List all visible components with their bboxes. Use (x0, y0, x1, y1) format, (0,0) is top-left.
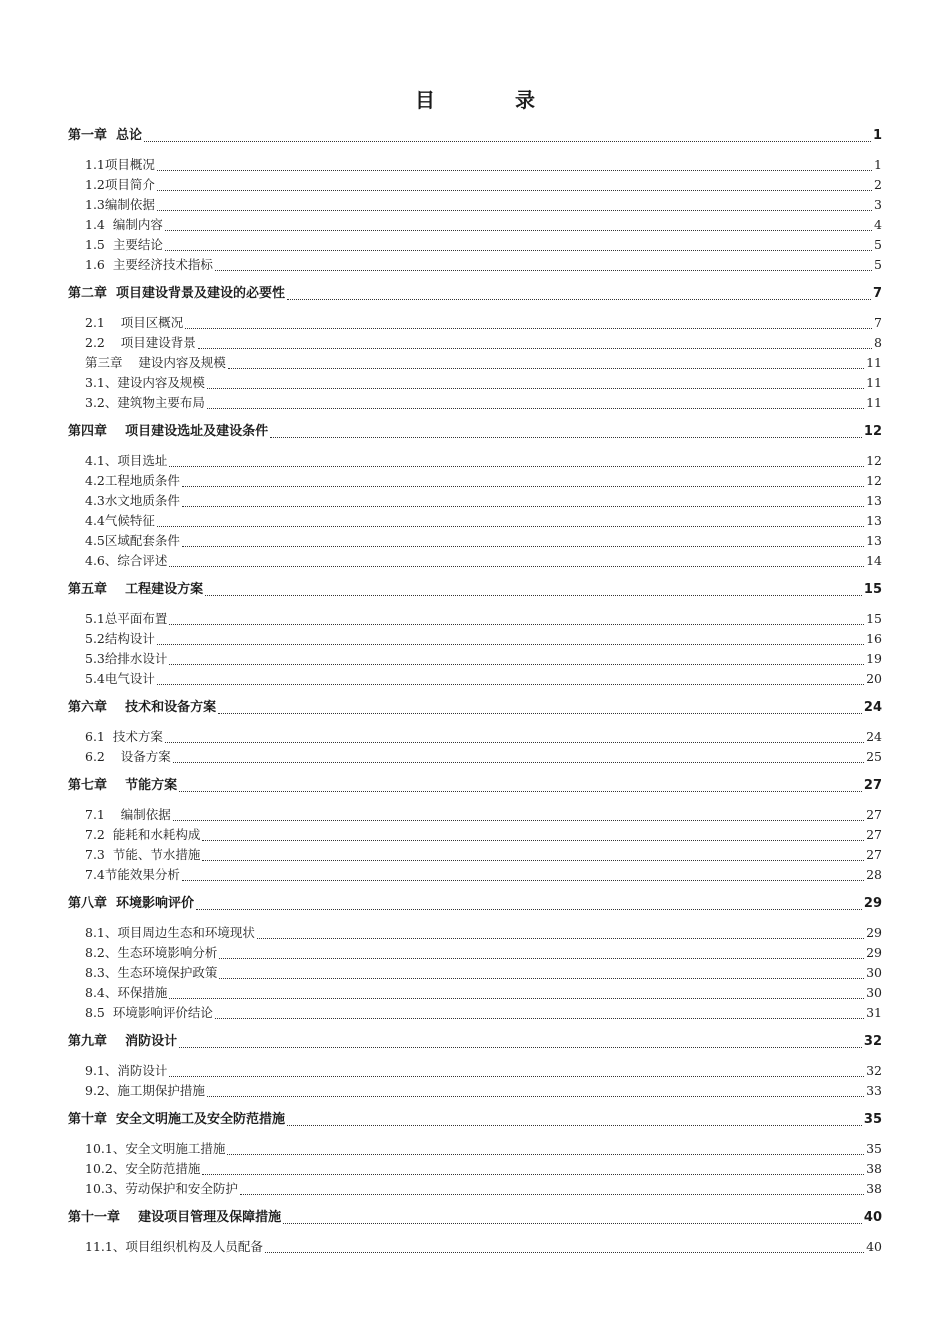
toc-dot-leader (218, 713, 862, 714)
toc-chapter-entry[interactable] (68, 1110, 882, 1130)
toc-page-number: 30 (866, 985, 882, 1000)
toc-dot-leader (196, 909, 862, 910)
toc-page-number: 29 (866, 925, 882, 940)
toc-entry-label: 4.6、综合评述 (85, 553, 168, 568)
toc-dot-leader (169, 624, 864, 625)
toc-dot-leader (169, 566, 864, 567)
toc-entry-label: 4.5区域配套条件 (85, 533, 180, 548)
toc-entry-label: 6.2 设备方案 (85, 749, 171, 764)
toc-entry-label: 9.2、施工期保护措施 (85, 1083, 205, 1098)
toc-page-number: 12 (863, 424, 882, 439)
toc-section-entry[interactable] (68, 511, 882, 531)
toc-entry-label: 第六章 技术和设备方案 (68, 700, 217, 715)
toc-page-number: 12 (866, 453, 882, 468)
toc-dot-leader (207, 408, 864, 409)
toc-dot-leader (165, 250, 872, 251)
toc-page-number: 25 (866, 749, 882, 764)
toc-dot-leader (173, 762, 864, 763)
toc-page-number: 15 (863, 582, 882, 597)
toc-entry-label: 1.5 主要结论 (85, 237, 163, 252)
toc-dot-leader (185, 328, 872, 329)
toc-section-entry[interactable] (68, 669, 882, 689)
toc-entry-label: 第十章 安全文明施工及安全防范措施 (68, 1112, 286, 1127)
toc-page-number: 5 (874, 237, 882, 252)
toc-dot-leader (227, 1154, 864, 1155)
toc-page-number: 1 (872, 128, 882, 143)
toc-section-entry[interactable] (68, 825, 882, 845)
toc-section-entry[interactable] (68, 531, 882, 551)
toc-entry-label: 8.1、项目周边生态和环境现状 (85, 925, 255, 940)
toc-page-number: 13 (866, 513, 882, 528)
toc-page-number: 12 (866, 473, 882, 488)
toc-chapter-entry[interactable] (68, 1032, 882, 1052)
toc-entry-label: 7.3 节能、节水措施 (85, 847, 201, 862)
toc-entry-label: 第七章 节能方案 (68, 778, 178, 793)
toc-dot-leader (287, 1125, 862, 1126)
toc-page-number: 27 (866, 807, 882, 822)
toc-page-number: 38 (866, 1181, 882, 1196)
toc-dot-leader (179, 1047, 862, 1048)
toc-entry-label: 第十一章 建设项目管理及保障措施 (68, 1210, 282, 1225)
toc-page-number: 3 (874, 197, 882, 212)
table-of-contents (68, 126, 882, 1257)
toc-dot-leader (205, 595, 862, 596)
toc-dot-leader (182, 546, 864, 547)
toc-page-number: 29 (866, 945, 882, 960)
toc-dot-leader (207, 388, 864, 389)
toc-entry-label: 7.2 能耗和水耗构成 (85, 827, 201, 842)
toc-entry-label: 3.1、建设内容及规模 (85, 375, 205, 390)
toc-page-number: 28 (866, 867, 882, 882)
toc-dot-leader (179, 791, 862, 792)
toc-entry-label: 1.6 主要经济技术指标 (85, 257, 213, 272)
toc-section-entry[interactable] (68, 373, 882, 393)
toc-section-entry[interactable] (68, 1081, 882, 1101)
toc-section-entry[interactable] (68, 393, 882, 413)
toc-entry-label: 7.1 编制依据 (85, 807, 171, 822)
toc-dot-leader (219, 958, 864, 959)
toc-entry-label: 8.5 环境影响评价结论 (85, 1005, 213, 1020)
toc-page-number: 27 (866, 847, 882, 862)
toc-page-number: 8 (874, 335, 882, 350)
toc-dot-leader (215, 1018, 864, 1019)
toc-entry-label: 10.2、安全防范措施 (85, 1161, 201, 1176)
page-title: 目 录 (415, 88, 565, 112)
toc-chapter-entry[interactable] (68, 894, 882, 914)
toc-chapter-entry[interactable] (68, 422, 882, 442)
toc-dot-leader (270, 437, 862, 438)
toc-dot-leader (169, 1076, 864, 1077)
toc-chapter-entry[interactable] (68, 580, 882, 600)
toc-section-entry[interactable] (68, 1003, 882, 1023)
toc-section-entry[interactable] (68, 255, 882, 275)
toc-page-number: 31 (866, 1005, 882, 1020)
toc-entry-label: 8.3、生态环境保护政策 (85, 965, 218, 980)
toc-page-number: 33 (866, 1083, 882, 1098)
toc-entry-label: 第四章 项目建设选址及建设条件 (68, 424, 269, 439)
toc-dot-leader (169, 664, 864, 665)
toc-entry-label: 8.2、生态环境影响分析 (85, 945, 218, 960)
toc-section-entry[interactable] (68, 923, 882, 943)
toc-entry-label: 第二章 项目建设背景及建设的必要性 (68, 286, 286, 301)
toc-page-number: 38 (866, 1161, 882, 1176)
toc-entry-label: 3.2、建筑物主要布局 (85, 395, 205, 410)
toc-section-entry[interactable] (68, 865, 882, 885)
toc-dot-leader (169, 998, 864, 999)
toc-page-number: 32 (863, 1034, 882, 1049)
toc-page-number: 35 (863, 1112, 882, 1127)
toc-page-number: 13 (866, 493, 882, 508)
toc-entry-label: 8.4、环保措施 (85, 985, 168, 1000)
toc-entry-label: 4.4气候特征 (85, 513, 155, 528)
toc-dot-leader (165, 230, 872, 231)
toc-dot-leader (157, 526, 864, 527)
toc-page-number: 7 (872, 286, 882, 301)
toc-page-number: 40 (866, 1239, 882, 1254)
toc-dot-leader (198, 348, 872, 349)
toc-dot-leader (215, 270, 872, 271)
toc-section-entry[interactable] (68, 1237, 882, 1257)
toc-dot-leader (182, 506, 864, 507)
toc-chapter-entry[interactable] (68, 698, 882, 718)
toc-section-entry[interactable] (68, 1139, 882, 1159)
toc-section-entry[interactable] (68, 805, 882, 825)
toc-section-entry[interactable] (68, 943, 882, 963)
toc-entry-label: 9.1、消防设计 (85, 1063, 168, 1078)
toc-entry-label: 7.4节能效果分析 (85, 867, 180, 882)
toc-dot-leader (157, 644, 864, 645)
toc-page-number: 27 (863, 778, 882, 793)
toc-entry-label: 11.1、项目组织机构及人员配备 (85, 1239, 263, 1254)
toc-dot-leader (240, 1194, 864, 1195)
toc-dot-leader (257, 938, 864, 939)
toc-entry-label: 第一章 总论 (68, 128, 143, 143)
toc-section-entry[interactable] (68, 551, 882, 571)
toc-page-number: 5 (874, 257, 882, 272)
toc-section-entry[interactable] (68, 1179, 882, 1199)
toc-page-number: 1 (874, 157, 882, 172)
toc-section-entry[interactable] (68, 333, 882, 353)
toc-dot-leader (287, 299, 871, 300)
toc-entry-label: 1.1项目概况 (85, 157, 155, 172)
toc-page-number: 11 (866, 395, 882, 410)
toc-chapter-entry[interactable] (68, 776, 882, 796)
toc-dot-leader (283, 1223, 862, 1224)
toc-dot-leader (202, 1174, 864, 1175)
toc-section-entry[interactable] (68, 471, 882, 491)
toc-section-entry[interactable] (68, 235, 882, 255)
toc-entry-label: 5.1总平面布置 (85, 611, 168, 626)
toc-section-entry[interactable] (68, 629, 882, 649)
toc-entry-label: 第八章 环境影响评价 (68, 896, 195, 911)
toc-dot-leader (173, 820, 864, 821)
toc-page-number: 11 (866, 355, 882, 370)
toc-page-number: 7 (874, 315, 882, 330)
toc-page-number: 13 (866, 533, 882, 548)
toc-page-number: 15 (866, 611, 882, 626)
toc-entry-label: 5.4电气设计 (85, 671, 155, 686)
toc-entry-label: 5.3给排水设计 (85, 651, 168, 666)
toc-dot-leader (207, 1096, 864, 1097)
toc-page-number: 14 (866, 553, 882, 568)
toc-page-number: 4 (874, 217, 882, 232)
toc-dot-leader (169, 466, 864, 467)
toc-entry-label: 1.4 编制内容 (85, 217, 163, 232)
toc-section-entry[interactable] (68, 353, 882, 373)
toc-entry-label: 4.3水文地质条件 (85, 493, 180, 508)
toc-page-number: 32 (866, 1063, 882, 1078)
toc-dot-leader (182, 880, 864, 881)
toc-page-number: 27 (866, 827, 882, 842)
toc-section-entry[interactable] (68, 451, 882, 471)
toc-page-number: 19 (866, 651, 882, 666)
toc-section-entry[interactable] (68, 195, 882, 215)
toc-chapter-entry[interactable] (68, 1208, 882, 1228)
toc-page-number: 11 (866, 375, 882, 390)
toc-dot-leader (157, 210, 872, 211)
toc-page-number: 16 (866, 631, 882, 646)
toc-page-number: 29 (863, 896, 882, 911)
toc-dot-leader (157, 170, 872, 171)
toc-chapter-entry[interactable] (68, 284, 882, 304)
toc-entry-label: 1.3编制依据 (85, 197, 155, 212)
toc-section-entry[interactable] (68, 155, 882, 175)
toc-dot-leader (144, 141, 871, 142)
toc-section-entry[interactable] (68, 845, 882, 865)
toc-entry-label: 1.2项目简介 (85, 177, 155, 192)
toc-dot-leader (157, 684, 864, 685)
toc-entry-label: 5.2结构设计 (85, 631, 155, 646)
toc-dot-leader (157, 190, 872, 191)
toc-dot-leader (219, 978, 864, 979)
toc-page-number: 2 (874, 177, 882, 192)
toc-section-entry[interactable] (68, 649, 882, 669)
toc-entry-label: 4.2工程地质条件 (85, 473, 180, 488)
toc-dot-leader (265, 1252, 864, 1253)
toc-page-number: 24 (863, 700, 882, 715)
toc-section-entry[interactable] (68, 215, 882, 235)
toc-entry-label: 第三章 建设内容及规模 (85, 355, 226, 370)
toc-section-entry[interactable] (68, 983, 882, 1003)
toc-dot-leader (202, 860, 864, 861)
toc-section-entry[interactable] (68, 491, 882, 511)
toc-entry-label: 10.1、安全文明施工措施 (85, 1141, 226, 1156)
toc-entry-label: 第九章 消防设计 (68, 1034, 178, 1049)
toc-page-number: 35 (866, 1141, 882, 1156)
toc-page-number: 40 (863, 1210, 882, 1225)
toc-entry-label: 4.1、项目选址 (85, 453, 168, 468)
toc-dot-leader (228, 368, 864, 369)
toc-dot-leader (202, 840, 864, 841)
toc-page-number: 20 (866, 671, 882, 686)
toc-entry-label: 6.1 技术方案 (85, 729, 163, 744)
toc-chapter-entry[interactable] (68, 126, 882, 146)
toc-entry-label: 10.3、劳动保护和安全防护 (85, 1181, 238, 1196)
toc-section-entry[interactable] (68, 1061, 882, 1081)
toc-entry-label: 第五章 工程建设方案 (68, 582, 204, 597)
toc-page-number: 30 (866, 965, 882, 980)
toc-section-entry[interactable] (68, 727, 882, 747)
toc-section-entry[interactable] (68, 1159, 882, 1179)
toc-section-entry[interactable] (68, 747, 882, 767)
toc-section-entry[interactable] (68, 313, 882, 333)
toc-dot-leader (182, 486, 864, 487)
toc-section-entry[interactable] (68, 609, 882, 629)
toc-section-entry[interactable] (68, 963, 882, 983)
toc-page-number: 24 (866, 729, 882, 744)
toc-entry-label: 2.2 项目建设背景 (85, 335, 196, 350)
toc-dot-leader (165, 742, 864, 743)
toc-entry-label: 2.1 项目区概况 (85, 315, 184, 330)
toc-section-entry[interactable] (68, 175, 882, 195)
